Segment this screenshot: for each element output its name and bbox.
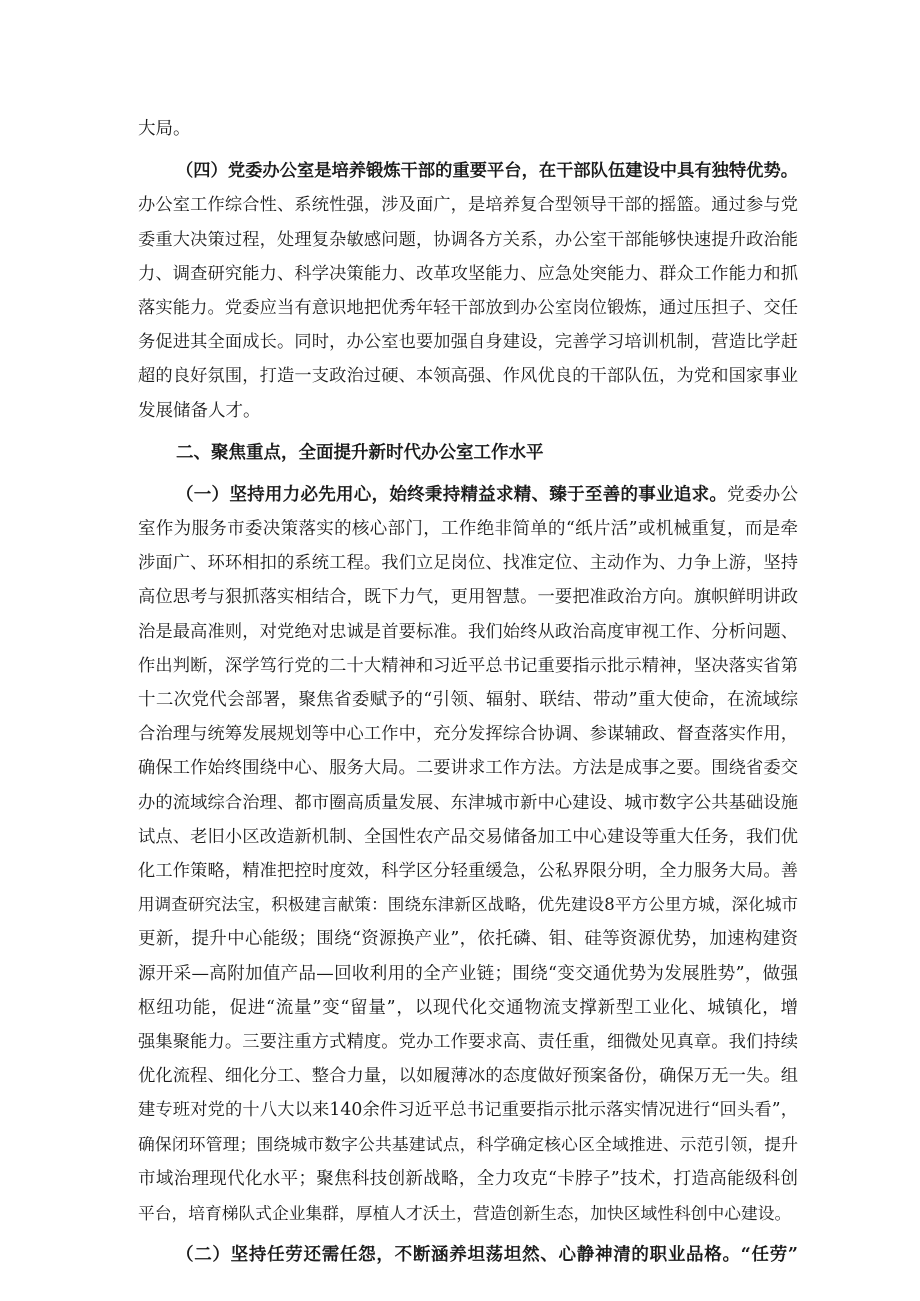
paragraph-gap xyxy=(138,146,798,154)
document-page xyxy=(138,112,798,1272)
paragraph-line: 用调查研究法宝，积极建言献策：围绕东津新区战略，优先建设8平方公里方城，深化城市 xyxy=(138,895,798,915)
section-heading-2: 二、聚焦重点，全面提升新时代办公室工作水平 xyxy=(176,442,544,463)
paragraph-line: 室作为服务市委决策落实的核心部门，工作绝非简单的“纸片活”或机械重复，而是牵 xyxy=(138,519,798,540)
paragraph-line: 化工作策略，精准把控时度效，科学区分轻重缓急，公私界限分明，全力服务大局。善 xyxy=(138,860,798,881)
paragraph-line: 落实能力。党委应当有意识地把优秀年轻干部放到办公室岗位锻炼，通过压担子、交任 xyxy=(138,297,798,318)
paragraph-line: 高位思考与狠抓落实相结合，既下力气，更用智慧。一要把准政治方向。旗帜鲜明讲政 xyxy=(138,587,798,608)
paragraph-line: 平台，培育梯队式企业集群，厚植人才沃土，营造创新生态，加快区域性科创中心建设。 xyxy=(138,1202,792,1223)
subsection-heading-4: （四）党委办公室是培养锻炼干部的重要平台，在干部队伍建设中具有独特优势。 xyxy=(176,161,798,182)
paragraph-line: 作出判断，深学笃行党的二十大精神和习近平总书记重要指示批示精神，坚决落实省第 xyxy=(138,655,798,676)
subsection-heading-1: （一）坚持用力必先用心，始终秉持精益求精、臻于至善的事业追求。 xyxy=(176,484,728,505)
paragraph-line: 超的良好氛围，打造一支政治过硬、本领高强、作风优良的干部队伍，为党和国家事业 xyxy=(138,366,798,387)
paragraph-line: 枢纽功能，促进“流量”变“留量”，以现代化交通物流支撑新型工业化、城镇化，增 xyxy=(138,997,798,1018)
paragraph-line: 合治理与统筹发展规划等中心工作中，充分发挥综合协调、参谋辅政、督查落实作用， xyxy=(138,724,798,745)
paragraph-line: 试点、老旧小区改造新机制、全国性农产品交易储备加工中心建设等重大任务，我们优 xyxy=(138,826,798,847)
paragraph-text: “任劳” xyxy=(740,1245,798,1265)
paragraph-line: 更新，提升中心能级；围绕“资源换产业”，依托磷、钼、硅等资源优势，加速构建资 xyxy=(138,929,798,950)
paragraph-line: 确保闭环管理；围绕城市数字公共基建试点，科学确定核心区全域推进、示范引领，提升 xyxy=(138,1134,798,1155)
paragraph-gap xyxy=(138,428,798,436)
paragraph-first-line xyxy=(138,1238,798,1272)
paragraph-line: 办的流域综合治理、都市圈高质量发展、东津城市新中心建设、城市数字公共基础设施 xyxy=(138,792,798,813)
paragraph-line: 十二次党代会部署，聚焦省委赋予的“引领、辐射、联结、带动”重大使命，在流域综 xyxy=(138,690,798,710)
paragraph-line: 务促进其全面成长。同时，办公室也要加强自身建设，完善学习培训机制，营造比学赶 xyxy=(138,332,798,353)
paragraph-line: 确保工作始终围绕中心、服务大局。二要讲求工作方法。方法是成事之要。围绕省委交 xyxy=(138,758,798,779)
paragraph-line: 市域治理现代化水平；聚焦科技创新战略，全力攻克“卡脖子”技术，打造高能级科创 xyxy=(138,1168,798,1189)
paragraph-line: 强集聚能力。三要注重方式精度。党办工作要求高、责任重，细微处见真章。我们持续 xyxy=(138,1031,798,1052)
paragraph-gap xyxy=(138,1230,798,1238)
paragraph-line: 委重大决策过程，处理复杂敏感问题，协调各方关系，办公室干部能够快速提升政治能 xyxy=(138,229,798,250)
paragraph-line: 源开采—高附加值产品—回收利用的全产业链；围绕“变交通优势为发展胜势”，做强 xyxy=(138,963,798,984)
paragraph-first-line xyxy=(138,478,798,512)
subsection-heading-2: （二）坚持任劳还需任怨，不断涵养坦荡坦然、心静神清的职业品格。 xyxy=(176,1245,741,1265)
paragraph-line: 优化流程、细化分工、整合力量，以如履薄冰的态度做好预案备份，确保万无一失。组 xyxy=(138,1066,798,1087)
paragraph-line: 发展储备人才。 xyxy=(138,400,261,421)
paragraph-line: 涉面广、环环相扣的系统工程。我们立足岗位、找准定位、主动作为、力争上游，坚持 xyxy=(138,553,798,574)
paragraph-gap xyxy=(138,470,798,478)
paragraph-line: 治是最高准则，对党绝对忠诚是首要标准。我们始终从政治高度审视工作、分析问题、 xyxy=(138,621,798,642)
paragraph-line: 建专班对党的十八大以来140余件习近平总书记重要指示批示落实情况进行“回头看”， xyxy=(138,1100,798,1121)
paragraph-text: 党委办公 xyxy=(727,484,799,505)
paragraph-line: 大局。 xyxy=(138,119,191,139)
paragraph-line: 办公室工作综合性、系统性强，涉及面广，是培养复合型领导干部的摇篮。通过参与党 xyxy=(138,195,798,216)
paragraph-line: 力、调查研究能力、科学决策能力、改革攻坚能力、应急处突能力、群众工作能力和抓 xyxy=(138,263,798,284)
